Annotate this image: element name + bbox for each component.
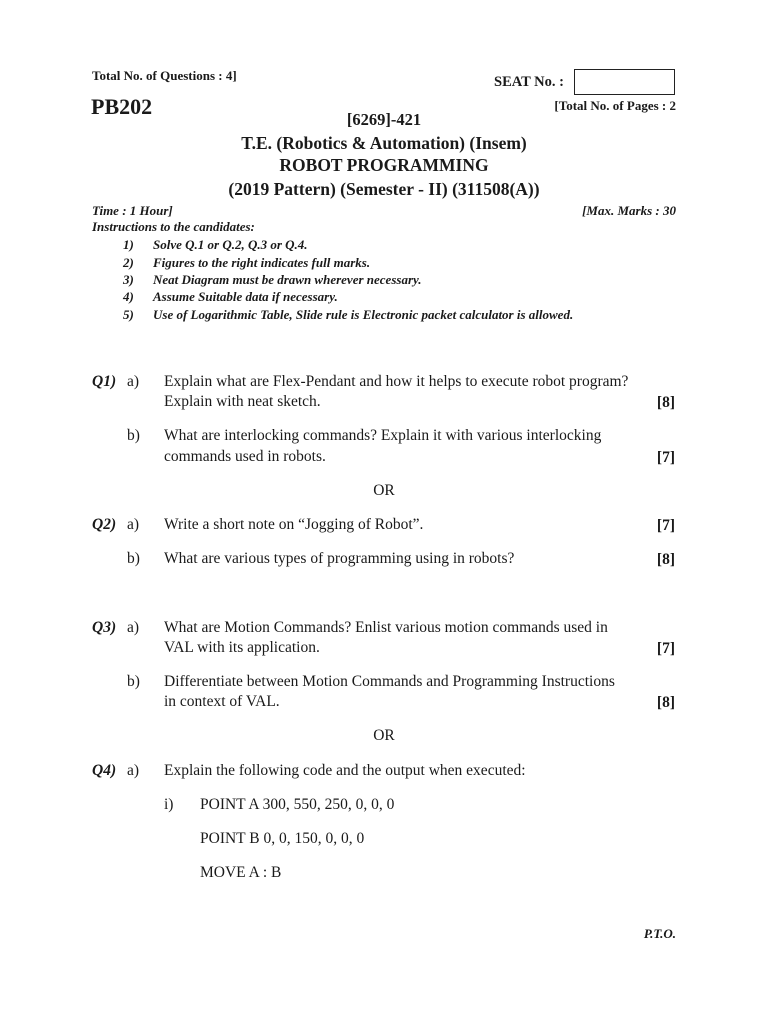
pattern-title: (2019 Pattern) (Semester - II) (311508(A)) <box>228 179 540 199</box>
question-3b-marks: [8] <box>656 694 675 711</box>
question-2b-marks: [8] <box>656 551 675 568</box>
question-4a-text: Explain the following code and the output when executed: <box>164 762 526 779</box>
paper-code: [6269]-421 <box>346 110 422 129</box>
paper-id: PB202 <box>91 94 153 119</box>
question-2b-text: What are various types of programming using in robots? <box>164 550 515 567</box>
or-separator: OR <box>373 727 395 744</box>
question-3a-marks: [7] <box>656 640 675 657</box>
code-line: POINT A 300, 550, 250, 0, 0, 0 <box>200 796 395 813</box>
question-4a-part: a) <box>127 762 140 779</box>
instruction-text: Neat Diagram must be drawn wherever necessary. <box>153 272 422 287</box>
question-1a-marks: [8] <box>656 394 675 411</box>
seat-number-box[interactable] <box>574 69 675 95</box>
code-item-number: i) <box>164 796 174 813</box>
total-pages: [Total No. of Pages : 2 <box>554 98 676 113</box>
total-questions: Total No. of Questions : 4] <box>92 68 237 83</box>
question-3a-part: a) <box>127 619 140 636</box>
question-3a-text-line2: VAL with its application. <box>164 639 320 656</box>
question-4-label: Q4) <box>92 762 117 779</box>
instructions-heading: Instructions to the candidates: <box>92 219 255 234</box>
instruction-text: Figures to the right indicates full marks. <box>153 255 371 270</box>
or-separator: OR <box>373 482 395 499</box>
question-1b-part: b) <box>127 427 140 444</box>
seat-number-label: SEAT No. : <box>494 74 564 90</box>
question-1a-part: a) <box>127 373 140 390</box>
instruction-number: 2) <box>123 255 134 270</box>
instruction-text: Solve Q.1 or Q.2, Q.3 or Q.4. <box>153 237 308 252</box>
question-1b-text-line2: commands used in robots. <box>164 448 326 465</box>
code-line: MOVE A : B <box>200 864 282 881</box>
question-2a-marks: [7] <box>656 517 675 534</box>
instruction-number: 3) <box>123 272 134 287</box>
question-2-label: Q2) <box>92 516 117 533</box>
question-3-label: Q3) <box>92 619 117 636</box>
question-2a-text: Write a short note on “Jogging of Robot”. <box>164 516 424 533</box>
question-1-label: Q1) <box>92 373 117 390</box>
instruction-number: 4) <box>123 289 134 304</box>
question-1a-text-line2: Explain with neat sketch. <box>164 393 321 410</box>
instruction-number: 5) <box>123 307 134 322</box>
page-turn-over: P.T.O. <box>643 926 676 941</box>
instruction-number: 1) <box>123 237 134 252</box>
max-marks: [Max. Marks : 30 <box>582 203 676 218</box>
question-3a-text-line1: What are Motion Commands? Enlist various motion commands used in <box>164 619 608 636</box>
question-3b-text-line2: in context of VAL. <box>164 693 280 710</box>
question-3b-text-line1: Differentiate between Motion Commands and Programming Instructions <box>164 673 615 690</box>
code-line: POINT B 0, 0, 150, 0, 0, 0 <box>200 830 365 847</box>
instruction-text: Use of Logarithmic Table, Slide rule is Electronic packet calculator is allowed. <box>153 307 574 322</box>
question-2b-part: b) <box>127 550 140 567</box>
question-1a-text-line1: Explain what are Flex-Pendant and how it helps to execute robot program? <box>164 373 629 390</box>
question-1b-marks: [7] <box>656 449 675 466</box>
course-title: T.E. (Robotics & Automation) (Insem) <box>241 133 527 153</box>
subject-title: ROBOT PROGRAMMING <box>279 155 489 175</box>
instruction-text: Assume Suitable data if necessary. <box>153 289 338 304</box>
question-1b-text-line1: What are interlocking commands? Explain it with various interlocking <box>164 427 602 444</box>
question-2a-part: a) <box>127 516 140 533</box>
time-allowed: Time : 1 Hour] <box>92 203 173 218</box>
question-3b-part: b) <box>127 673 140 690</box>
